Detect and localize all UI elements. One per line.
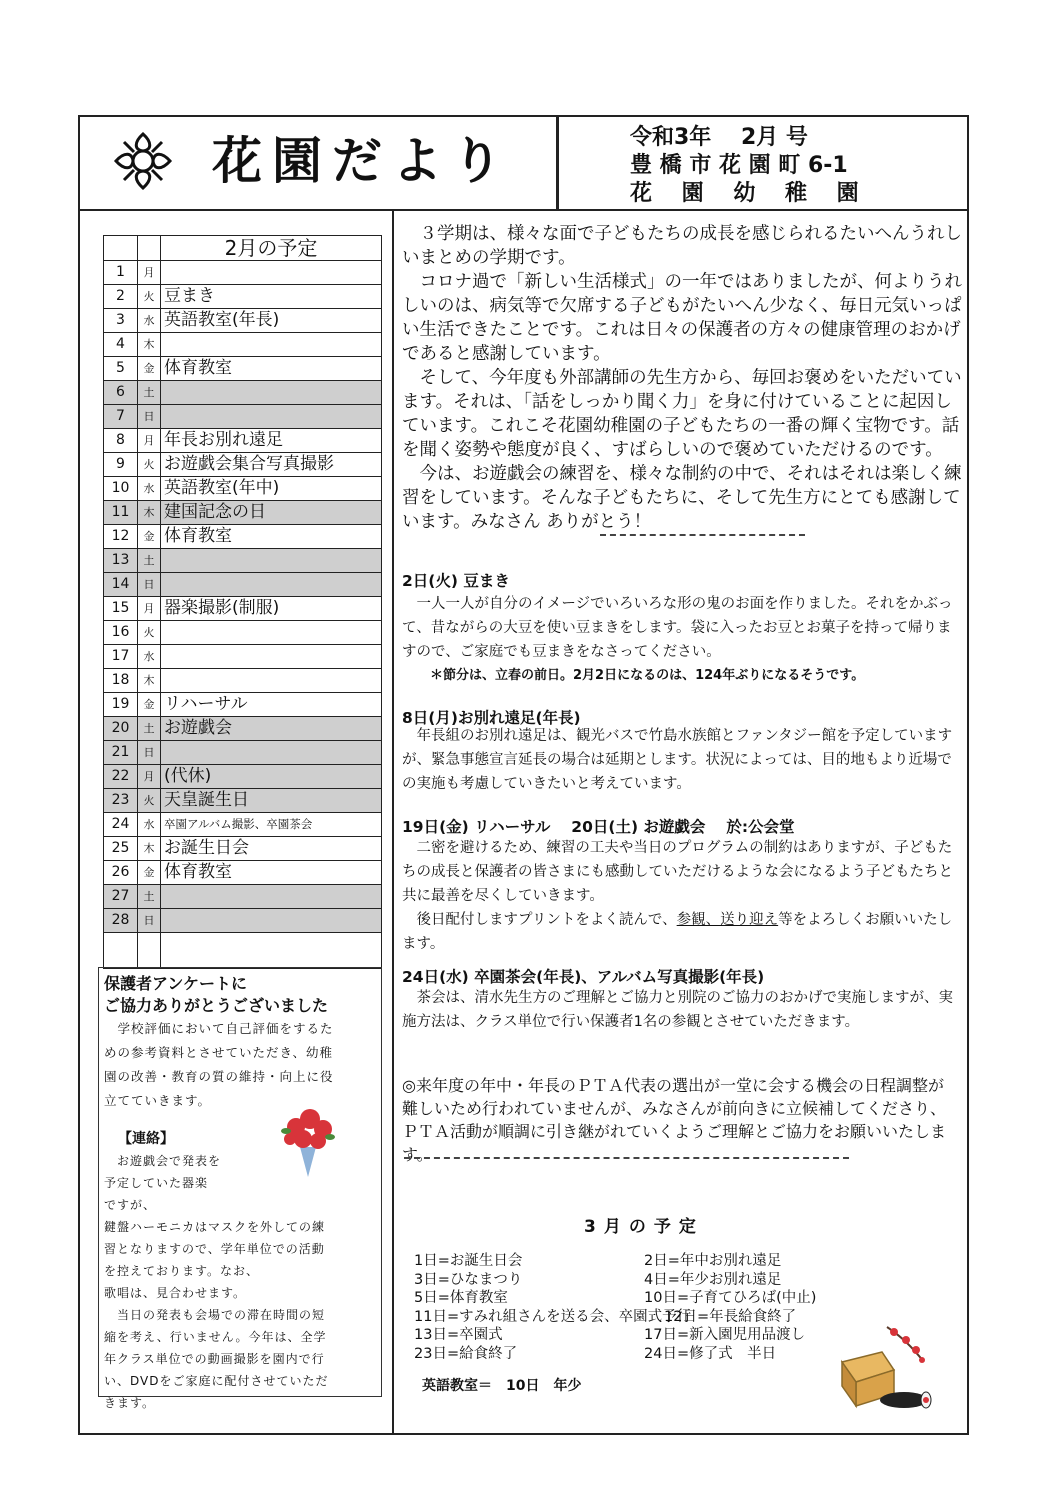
schedule-weekday: 火 xyxy=(138,453,161,477)
school-name: 花 園 幼 稚 園 xyxy=(630,181,859,206)
schedule-row xyxy=(104,333,382,357)
survey-body: 学校評価において自己評価をするた めの参考資料とさせていただき、幼稚 園の改善・教育の質の維持・向上に役 立てていきます。 xyxy=(104,1021,334,1108)
schedule-row xyxy=(104,357,382,381)
schedule-event: 器楽撮影(制服) xyxy=(161,597,382,621)
schedule-day: 17 xyxy=(104,645,138,669)
schedule-day: 12 xyxy=(104,525,138,549)
schedule-row xyxy=(104,381,382,405)
schedule-row xyxy=(104,885,382,909)
schedule-day: 3 xyxy=(104,309,138,333)
schedule-weekday: 木 xyxy=(138,501,161,525)
recital-heading: 19日(金) リハーサル 20日(土) お遊戯会 於:公会堂 xyxy=(402,818,795,836)
schedule-row xyxy=(104,741,382,765)
farewell-trip-body: 年長組のお別れ遠足は、観光バスで竹島水族館とファンタジー館を予定していますが、緊急事態宣言延長の場合は延期とします。状況によっては、目的地もより近場での実施も考慮していきたいと考えています。 xyxy=(402,728,953,792)
schedule-day: 25 xyxy=(104,837,138,861)
schedule-weekday: 月 xyxy=(138,261,161,285)
schedule-day: 1 xyxy=(104,261,138,285)
schedule-day: 7 xyxy=(104,405,138,429)
survey-title-line2: ご協力ありがとうございました xyxy=(104,996,329,1015)
schedule-event: 体育教室 xyxy=(161,357,382,381)
contact-line: 年クラス単位での動画撮影を園内で行 xyxy=(104,1352,325,1366)
schedule-event: お誕生日会 xyxy=(161,837,382,861)
english-class-note: 英語教室＝ 10日 年少 xyxy=(422,1378,582,1394)
schedule-weekday: 火 xyxy=(138,621,161,645)
schedule-event xyxy=(161,261,382,285)
schedule-row xyxy=(104,525,382,549)
dashed-divider xyxy=(404,1157,849,1159)
schedule-row xyxy=(104,669,382,693)
schedule-weekday: 日 xyxy=(138,405,161,429)
contact-line: 習となりますので、学年単位での活動 xyxy=(104,1242,325,1256)
schedule-event: 英語教室(年中) xyxy=(161,477,382,501)
schedule-weekday: 金 xyxy=(138,525,161,549)
schedule-event xyxy=(161,573,382,597)
farewell-trip-heading: 8日(月)お別れ遠足(年長) xyxy=(402,709,581,727)
schedule-row xyxy=(104,813,382,837)
schedule-day: 14 xyxy=(104,573,138,597)
contact-line: い、DVDをご家庭に配付させていただ xyxy=(104,1374,329,1388)
schedule-event xyxy=(161,381,382,405)
schedule-event xyxy=(161,333,382,357)
contact-line: 予定していた器楽 xyxy=(104,1176,209,1190)
schedule-day: 23 xyxy=(104,789,138,813)
schedule-event xyxy=(161,621,382,645)
schedule-weekday: 日 xyxy=(138,573,161,597)
schedule-weekday: 水 xyxy=(138,813,161,837)
schedule-row xyxy=(104,573,382,597)
contact-line: 縮を考え、行いません。今年は、全学 xyxy=(104,1330,327,1344)
schedule-day: 4 xyxy=(104,333,138,357)
schedule-event: お遊戯会 xyxy=(161,717,382,741)
graduation-tea-heading: 24日(水) 卒園茶会(年長)、アルバム写真撮影(年長) xyxy=(402,968,765,986)
setsubun-heading: 2日(火) 豆まき xyxy=(402,572,510,590)
schedule-event xyxy=(161,549,382,573)
schedule-event: 年長お別れ遠足 xyxy=(161,429,382,453)
recital-body: 二密を避けるため、練習の工夫や当日のプログラムの制約はありますが、子どもたちの成長と保護者の皆さまにも感動していただけるような会になるよう子どもたちと共に最善を尽くしていきます。 後日配付しますプリントをよく読んで、参観、送り迎え等をよろしくお願いいたします。 xyxy=(402,840,953,952)
schedule-event xyxy=(161,909,382,933)
contact-line: 歌唱は、見合わせます。 xyxy=(104,1286,247,1300)
pta-notice: ◎来年度の年中・年長のＰＴＡ代表の選出が一堂に会する機会の日程調整が難しいため行われていませんが、みなさんが前向きに立候補してくださり、ＰＴＡ活動が順調に引き継がれていくようご理解とご協力をお願いいたします。 xyxy=(402,1076,947,1164)
column-divider xyxy=(392,211,394,1435)
schedule-row xyxy=(104,285,382,309)
march-schedule-left: 1日=お誕生日会 3日=ひなまつり 5日=体育教室 11日=すみれ組さんを送る会、卒園式予行 13日=卒園式 23日=給食終了 xyxy=(414,1253,692,1362)
schedule-event: (代休) xyxy=(161,765,382,789)
schedule-row xyxy=(104,429,382,453)
schedule-weekday: 月 xyxy=(138,597,161,621)
schedule-day: 27 xyxy=(104,885,138,909)
schedule-row xyxy=(104,909,382,933)
schedule-row xyxy=(104,501,382,525)
schedule-event xyxy=(161,669,382,693)
schedule-row xyxy=(104,861,382,885)
schedule-weekday: 火 xyxy=(138,789,161,813)
schedule-weekday: 水 xyxy=(138,477,161,501)
schedule-row xyxy=(104,597,382,621)
schedule-event: 体育教室 xyxy=(161,861,382,885)
schedule-weekday: 月 xyxy=(138,429,161,453)
schedule-weekday: 木 xyxy=(138,669,161,693)
schedule-day: 2 xyxy=(104,285,138,309)
contact-line: きます。 xyxy=(104,1396,156,1410)
schedule-event: 英語教室(年長) xyxy=(161,309,382,333)
schedule-weekday: 金 xyxy=(138,861,161,885)
schedule-row xyxy=(104,765,382,789)
schedule-weekday: 日 xyxy=(138,909,161,933)
schedule-day: 24 xyxy=(104,813,138,837)
schedule-row xyxy=(104,717,382,741)
schedule-weekday: 金 xyxy=(138,357,161,381)
setsubun-masu-ehomaki-illustration xyxy=(832,1322,932,1412)
schedule-weekday: 土 xyxy=(138,717,161,741)
school-crest-logo xyxy=(112,130,174,192)
schedule-event: 体育教室 xyxy=(161,525,382,549)
schedule-day: 6 xyxy=(104,381,138,405)
schedule-day: 9 xyxy=(104,453,138,477)
schedule-row xyxy=(104,477,382,501)
schedule-day: 21 xyxy=(104,741,138,765)
schedule-event: 卒園アルバム撮影、卒園茶会 xyxy=(161,813,382,837)
schedule-row xyxy=(104,621,382,645)
schedule-event: 建国記念の日 xyxy=(161,501,382,525)
schedule-day: 28 xyxy=(104,909,138,933)
schedule-weekday: 火 xyxy=(138,285,161,309)
february-schedule-table xyxy=(103,235,382,969)
schedule-day: 20 xyxy=(104,717,138,741)
schedule-day: 15 xyxy=(104,597,138,621)
newsletter-title: 花園だより xyxy=(212,132,512,190)
flower-bouquet-illustration xyxy=(278,1105,338,1180)
schedule-weekday: 土 xyxy=(138,549,161,573)
schedule-weekday: 木 xyxy=(138,333,161,357)
schedule-weekday: 木 xyxy=(138,837,161,861)
schedule-day: 19 xyxy=(104,693,138,717)
schedule-weekday: 金 xyxy=(138,693,161,717)
contact-line: 当日の発表も会場での滞在時間の短 xyxy=(104,1308,326,1322)
schedule-event xyxy=(161,741,382,765)
schedule-row xyxy=(104,789,382,813)
contact-line: ですが、 xyxy=(104,1198,157,1212)
schedule-row xyxy=(104,837,382,861)
schedule-row xyxy=(104,693,382,717)
intro-text: ３学期は、様々な面で子どもたちの成長を感じられるたいへんうれしいまとめの学期です。 コロナ過で「新しい生活様式」の一年ではありましたが、何よりうれしいのは、病気等で欠席する子どもがたいへん少なく、毎日元気いっぱい生活できたことです。これは日々の保護者の方々の健康管理のおかげであると感謝しています。 そして、今年度も外部講師の先生方から、毎回お褒めをいただいています。それは、「話をしっかり聞く力」を身に付けていることに起因しています。これこそ花園幼稚園の子どもたちの一番の輝く宝物です。話を聞く姿勢や態度が良く、すばらしいので褒めていただけるのです。 今は、お遊戯会の練習を、様々な制約の中で、それはそれは楽しく練習をしています。そんな子どもたちに、そして先生方にとても感謝しています。みなさん ありがとう！ xyxy=(402,224,962,532)
schedule-day: 16 xyxy=(104,621,138,645)
schedule-row xyxy=(104,261,382,285)
schedule-title: 2月の予定 xyxy=(161,236,382,261)
schedule-event: 天皇誕生日 xyxy=(161,789,382,813)
contact-label: 【連絡】 xyxy=(118,1131,174,1147)
march-schedule-title: 3月の予定 xyxy=(584,1217,704,1237)
schedule-day: 5 xyxy=(104,357,138,381)
schedule-event: 豆まき xyxy=(161,285,382,309)
schedule-weekday: 水 xyxy=(138,645,161,669)
schedule-weekday: 日 xyxy=(138,741,161,765)
schedule-row xyxy=(104,405,382,429)
contact-line: を控えております。なお、 xyxy=(104,1264,260,1278)
schedule-event xyxy=(161,405,382,429)
graduation-tea-body: 茶会は、清水先生方のご理解とご協力と別院のご協力のおかげで実施しますが、実施方法は、クラス単位で行い保護者1名の参観とさせていただきます。 xyxy=(402,990,953,1030)
schedule-event: リハーサル xyxy=(161,693,382,717)
schedule-day: 26 xyxy=(104,861,138,885)
schedule-day: 18 xyxy=(104,669,138,693)
schedule-weekday: 土 xyxy=(138,885,161,909)
schedule-day: 11 xyxy=(104,501,138,525)
schedule-weekday: 土 xyxy=(138,381,161,405)
issue-date: 令和3年 2月 号 xyxy=(630,125,808,150)
dashed-divider xyxy=(600,534,805,536)
header-divider xyxy=(556,115,559,211)
schedule-day: 22 xyxy=(104,765,138,789)
table-header-row xyxy=(104,236,382,261)
schedule-weekday: 月 xyxy=(138,765,161,789)
survey-title-line1: 保護者アンケートに xyxy=(104,974,248,993)
contact-line: お遊戯会で発表を xyxy=(104,1154,222,1168)
schedule-row xyxy=(104,549,382,573)
schedule-blank-row xyxy=(104,933,382,969)
schedule-event: お遊戯会集合写真撮影 xyxy=(161,453,382,477)
schedule-event xyxy=(161,885,382,909)
schedule-row xyxy=(104,453,382,477)
schedule-event xyxy=(161,645,382,669)
setsubun-body: 一人一人が自分のイメージでいろいろな形の鬼のお面を作りました。それをかぶって、昔ながらの大豆を使い豆まきをします。袋に入ったお豆とお菓子を持って帰りますので、ご家庭でも豆まきをなさってください。 ＊節分は、立春の前日。2月2日になるのは、124年ぶりになるそうです。 xyxy=(402,596,953,683)
schedule-row xyxy=(104,645,382,669)
school-address: 豊 橋 市 花 園 町 6-1 xyxy=(630,153,848,178)
march-schedule-right: 2日=年中お別れ遠足 4日=年少お別れ遠足 10日=子育てひろば(中止) 12日=年長給食終了 17日=新入園児用品渡し 24日=修了式 半日 xyxy=(644,1253,817,1362)
schedule-weekday: 水 xyxy=(138,309,161,333)
schedule-row xyxy=(104,309,382,333)
schedule-day: 10 xyxy=(104,477,138,501)
schedule-day: 13 xyxy=(104,549,138,573)
schedule-day: 8 xyxy=(104,429,138,453)
contact-line: 鍵盤ハーモニカはマスクを外しての練 xyxy=(104,1220,326,1234)
